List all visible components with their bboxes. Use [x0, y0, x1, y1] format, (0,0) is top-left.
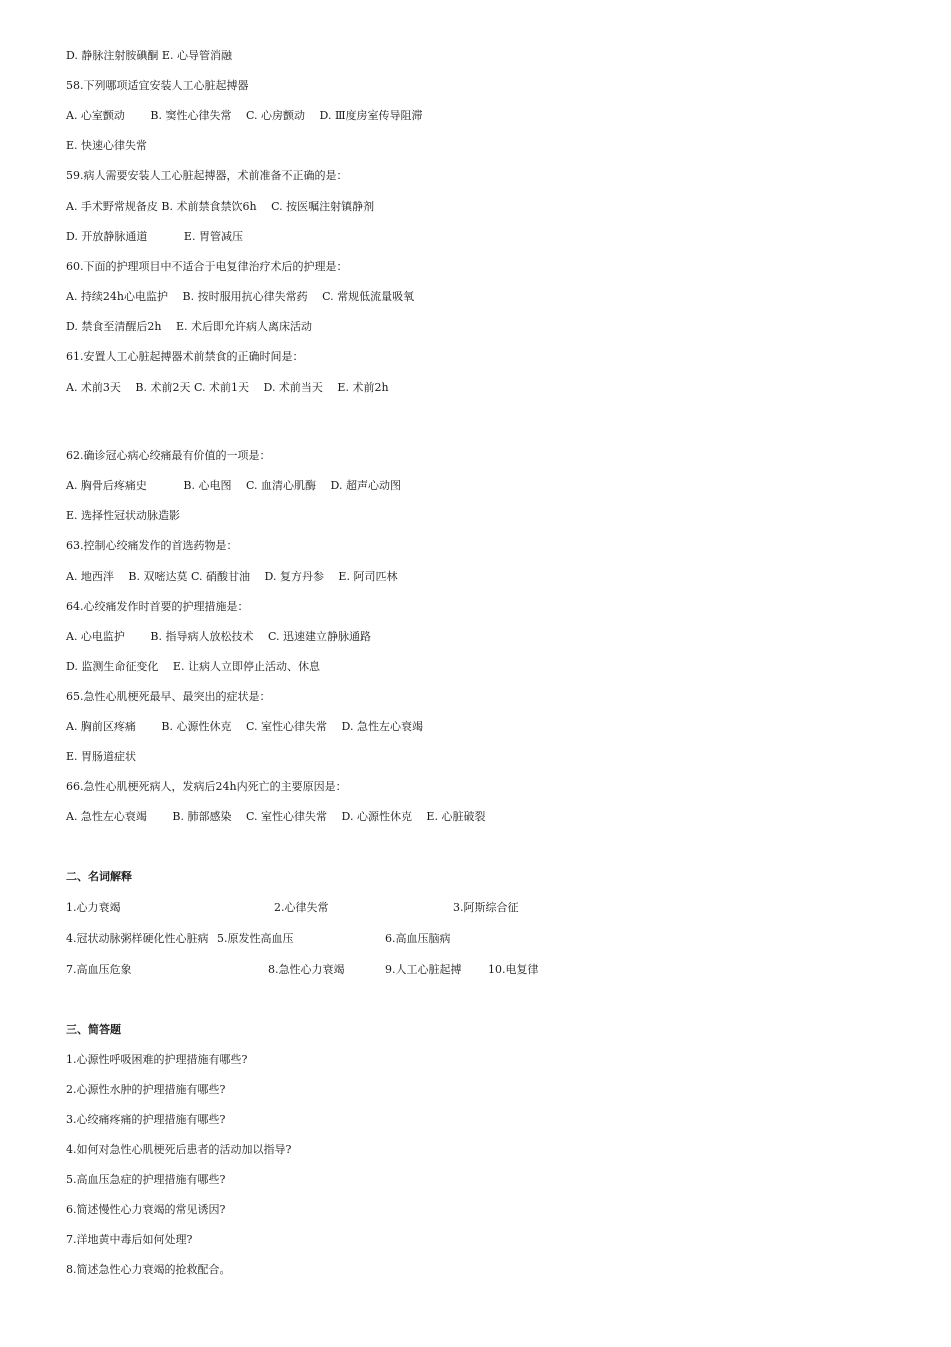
question-stem: 63.控制心绞痛发作的首选药物是：: [66, 539, 238, 552]
question-option-line: A. 胸前区疼痛 B. 心源性休克 C. 室性心律失常 D. 急性左心衰竭: [66, 720, 423, 733]
section-title: 三、简答题: [66, 1023, 121, 1036]
question-option-line: D. 开放静脉通道 E. 胃管减压: [66, 230, 243, 243]
question-option-line: A. 急性左心衰竭 B. 肺部感染 C. 室性心律失常 D. 心源性休克 E. 心脏破裂: [66, 810, 486, 823]
question-option-line: E. 选择性冠状动脉造影: [66, 509, 181, 522]
question-option-line: E. 快速心律失常: [66, 139, 148, 152]
short-answer-item: 1.心源性呼吸困难的护理措施有哪些?: [66, 1053, 248, 1066]
question-stem: 64.心绞痛发作时首要的护理措施是：: [66, 600, 249, 613]
question-option-line: D. 静脉注射胺碘酮 E. 心导管消融: [66, 49, 232, 62]
question-option-line: A. 心室颤动 B. 窦性心律失常 C. 心房颤动 D. Ⅲ度房室传导阻滞: [66, 109, 423, 122]
term-item: 8.急性心力衰竭: [268, 963, 345, 976]
term-item: 9.人工心脏起搏: [385, 963, 462, 976]
question-stem: 62.确诊冠心病心绞痛最有价值的一项是：: [66, 449, 271, 462]
short-answer-item: 5.高血压急症的护理措施有哪些?: [66, 1173, 226, 1186]
question-option-line: A. 心电监护 B. 指导病人放松技术 C. 迅速建立静脉通路: [66, 630, 372, 643]
question-option-line: A. 术前3天 B. 术前2天 C. 术前1天 D. 术前当天 E. 术前2h: [66, 381, 389, 394]
question-option-line: A. 胸骨后疼痛史 B. 心电图 C. 血清心肌酶 D. 超声心动图: [66, 479, 401, 492]
short-answer-item: 8.简述急性心力衰竭的抢救配合。: [66, 1263, 231, 1276]
question-stem: 59.病人需要安装人工心脏起搏器，术前准备不正确的是：: [66, 169, 348, 182]
term-item: 6.高血压脑病: [385, 932, 451, 945]
short-answer-item: 2.心源性水肿的护理措施有哪些?: [66, 1083, 226, 1096]
term-item: 7.高血压危象: [66, 963, 132, 976]
section-title: 二、名词解释: [66, 870, 132, 883]
question-stem: 58.下列哪项适宜安装人工心脏起搏器: [66, 79, 249, 92]
term-item: 4.冠状动脉粥样硬化性心脏病: [66, 932, 209, 945]
short-answer-item: 6.简述慢性心力衰竭的常见诱因?: [66, 1203, 226, 1216]
question-option-line: D. 监测生命征变化 E. 让病人立即停止活动、休息: [66, 660, 320, 673]
term-item: 3.阿斯综合征: [453, 901, 519, 914]
short-answer-item: 4.如何对急性心肌梗死后患者的活动加以指导?: [66, 1143, 292, 1156]
question-option-line: A. 地西泮 B. 双嘧达莫 C. 硝酸甘油 D. 复方丹参 E. 阿司匹林: [66, 570, 398, 583]
term-item: 10.电复律: [488, 963, 539, 976]
short-answer-item: 3.心绞痛疼痛的护理措施有哪些?: [66, 1113, 226, 1126]
question-option-line: A. 手术野常规备皮 B. 术前禁食禁饮6h C. 按医嘱注射镇静剂: [66, 200, 375, 213]
term-item: 1.心力衰竭: [66, 901, 121, 914]
question-option-line: D. 禁食至清醒后2h E. 术后即允许病人离床活动: [66, 320, 313, 333]
term-item: 5.原发性高血压: [217, 932, 294, 945]
short-answer-item: 7.洋地黄中毒后如何处理?: [66, 1233, 193, 1246]
question-stem: 60.下面的护理项目中不适合于电复律治疗术后的护理是：: [66, 260, 348, 273]
term-item: 2.心律失常: [274, 901, 329, 914]
question-option-line: A. 持续24h心电监护 B. 按时服用抗心律失常药 C. 常规低流量吸氧: [66, 290, 415, 303]
question-stem: 61.安置人工心脏起搏器术前禁食的正确时间是：: [66, 350, 304, 363]
question-option-line: E. 胃肠道症状: [66, 750, 137, 763]
question-stem: 66.急性心肌梗死病人，发病后24h内死亡的主要原因是：: [66, 780, 347, 793]
question-stem: 65.急性心肌梗死最早、最突出的症状是：: [66, 690, 271, 703]
